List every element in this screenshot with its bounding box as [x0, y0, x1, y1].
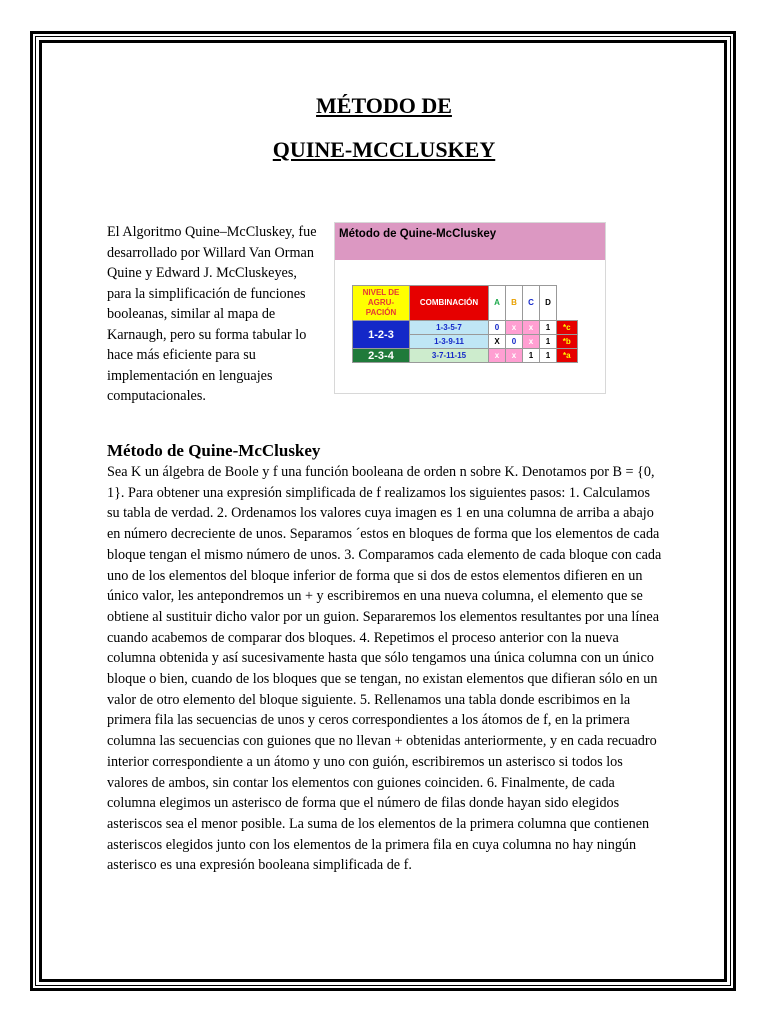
- value-cell: x: [506, 349, 523, 363]
- combination-cell: 1-3-9-11: [410, 335, 489, 349]
- value-cell: 0: [506, 335, 523, 349]
- quine-mccluskey-table: [352, 285, 578, 363]
- prime-implicant-note: *b: [557, 335, 578, 349]
- document-title-line-1: MÉTODO DE: [316, 93, 452, 118]
- header-a: A: [489, 286, 506, 321]
- value-cell: x: [523, 335, 540, 349]
- table-row: [353, 321, 578, 335]
- prime-implicant-note: *c: [557, 321, 578, 335]
- header-nivel: NIVEL DE AGRU- PACIÓN: [353, 286, 410, 321]
- prime-implicant-note: *a: [557, 349, 578, 363]
- group-label: 1-2-3: [353, 321, 410, 349]
- value-cell: 1: [523, 349, 540, 363]
- combination-cell: 1-3-5-7: [410, 321, 489, 335]
- figure-title: Método de Quine-McCluskey: [339, 228, 497, 240]
- header-d: D: [540, 286, 557, 321]
- combination-cell: 3-7-11-15: [410, 349, 489, 363]
- header-c: C: [523, 286, 540, 321]
- header-b: B: [506, 286, 523, 321]
- value-cell: 1: [540, 349, 557, 363]
- body-paragraph: Sea K un álgebra de Boole y f una función booleana de orden n sobre K. Denotamos por B = {0, 1}. Para obtener una expresión simplificada de f realizamos los siguientes pasos: 1. Calculamos su tabla de verdad. 2. Ordenamos los valores cuya imagen es 1 en una columna de arriba a abajo en número decreciente de unos. Separamos ´estos en bloques de forma que los elementos de cada bloque tengan el mismo número de unos. 3. Comparamos cada elemento de cada bloque con cada uno de los elementos del bloque inferior de forma que si dos de estos elementos difieren en un único valor, les antepondremos un + y escribiremos en una nueva columna, el elemento que se obtiene al sustituir dicho valor por un guion. Separaremos los elementos resultantes por una línea cuando acabemos de comparar dos bloques. 4. Repetimos el proceso anterior con la nueva columna obtenida y así sucesivamente hasta que sólo tengamos una única columna con un único bloque o bien, cuando de los bloques que se tengan, no existan elementos que difieran sólo en un valor de otro elemento del bloque siguiente. 5. Rellenamos una tabla donde escribimos en la primera fila las secuencias de unos y ceros correspondientes a los átomos de f, en la primera columna las secuencias con guiones que no llevan + obtenidas anteriormente, y en cada recuadro interior correspondiente a un átomo y uno con guión, escribiremos un asterisco si todos los valores de ambos, sin contar los elementos con guiones coinciden. 6. Finalmente, de cada columna elegimos un asterisco de forma que el número de filas donde hayan sido elegidos asteriscos sea el menor posible. La suma de los elementos de la primera columna que contienen asteriscos elegidos junto con los elementos de la primera fila en cuya columna no hay ningún asterisco es una expresión booleana simplificada de f.: [107, 464, 662, 874]
- table-header-row: [353, 286, 578, 321]
- value-cell: 1: [540, 335, 557, 349]
- value-cell: X: [489, 335, 506, 349]
- value-cell: x: [489, 349, 506, 363]
- group-label: 2-3-4: [353, 349, 410, 363]
- quine-mccluskey-figure: [334, 222, 606, 394]
- value-cell: 1: [540, 321, 557, 335]
- value-cell: x: [506, 321, 523, 335]
- value-cell: x: [523, 321, 540, 335]
- header-combinacion: COMBINACIÓN: [410, 286, 489, 321]
- intro-paragraph: El Algoritmo Quine–McCluskey, fue desarrollado por Willard Van Orman Quine y Edward J. McCluskeyes, para la simplificación de funciones booleanas, similar al mapa de Karnaugh, pero su forma tabular lo hace más eficiente para su implementación en lenguajes computacionales.: [107, 224, 317, 404]
- document-title-line-2: QUINE-MCCLUSKEY: [272, 137, 496, 162]
- value-cell: 0: [489, 321, 506, 335]
- section-heading: Método de Quine-McCluskey: [107, 441, 321, 460]
- table-row: [353, 349, 578, 363]
